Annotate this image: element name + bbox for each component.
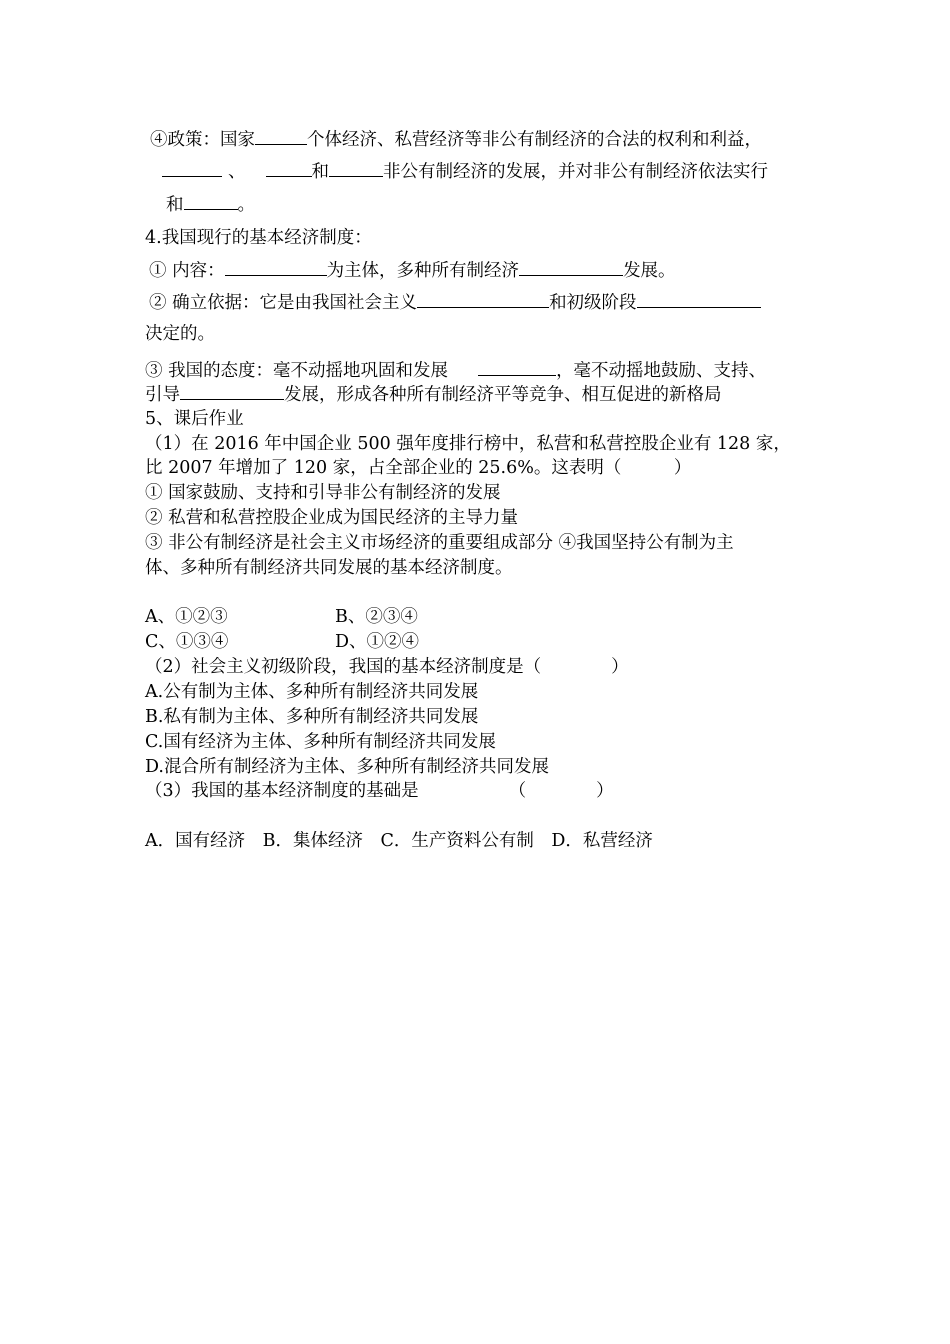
q3-answer-paren[interactable]: （ ） [508,781,614,801]
q2-option-a[interactable]: A.公有制为主体、多种所有制经济共同发展 [145,682,479,702]
q1-option-c[interactable]: C、①③④ [145,632,229,652]
policy-text: 和 [166,195,184,215]
q1-item-2: ② 私营和私营控股企业成为国民经济的主导力量 [145,508,519,528]
basis-text: ② 确立依据：它是由我国社会主义 [149,293,418,313]
answer-blank[interactable] [329,160,383,177]
answer-blank[interactable] [255,128,307,145]
q1-option-a[interactable]: A、①②③ [145,607,228,627]
answer-blank[interactable] [519,259,623,276]
policy-text: 个体经济、私营经济等非公有制经济的合法的权利和利益， [307,130,762,150]
answer-blank[interactable] [180,383,284,400]
policy-text: 非公有制经济的发展，并对非公有制经济依法实行 [383,162,768,182]
attitude-text: ③ 我国的态度：毫不动摇地巩固和发展 [145,361,449,381]
attitude-text: 引导 [145,385,180,405]
answer-blank[interactable] [184,193,238,210]
q1-item-3: ③ 非公有制经济是社会主义市场经济的重要组成部分 ④我国坚持公有制为主 [145,533,734,553]
q3-stem-line [145,780,614,802]
answer-blank[interactable] [162,160,222,177]
q4-heading: 4.我国现行的基本经济制度： [145,228,372,248]
separator: 、 [228,162,246,182]
policy-label: ④政策：国家 [150,130,255,150]
answer-blank[interactable] [637,291,761,308]
policy-line-1 [150,128,762,151]
attitude-text: ，毫不动摇地鼓励、支持、 [556,361,767,381]
q4-attitude-line-1 [145,359,766,382]
attitude-text: 发展，形成各种所有制经济平等竞争、相互促进的新格局 [284,385,722,405]
q1-stem-1: （1）在 2016 年中国企业 500 强年度排行榜中，私营和私营控股企业有 128 家， [145,434,791,454]
answer-blank[interactable] [478,359,556,376]
homework-heading: 5、课后作业 [145,409,244,429]
answer-blank[interactable] [417,291,549,308]
policy-text: 。 [237,195,255,215]
q1-item-3b: 体、多种所有制经济共同发展的基本经济制度。 [145,558,513,578]
answer-blank[interactable] [266,160,312,177]
basis-text: 和初级阶段 [549,293,637,313]
q2-option-c[interactable]: C.国有经济为主体、多种所有制经济共同发展 [145,732,496,752]
q2-option-d[interactable]: D.混合所有制经济为主体、多种所有制经济共同发展 [145,757,549,777]
policy-line-2 [162,160,768,183]
q1-stem-2: 比 2007 年增加了 120 家，占全部企业的 25.6%。这表明（ ） [145,458,692,478]
q4-basis-end: 决定的。 [145,324,215,344]
q2-stem: （2）社会主义初级阶段，我国的基本经济制度是（ ） [145,657,629,677]
q1-option-b[interactable]: B、②③④ [335,607,418,627]
content-text: 为主体，多种所有制经济 [326,261,520,281]
answer-blank[interactable] [225,259,327,276]
content-text: 发展。 [623,261,676,281]
q3-stem: （3）我国的基本经济制度的基础是 [145,781,419,801]
q4-content [149,259,676,282]
q3-options[interactable]: A．国有经济 B．集体经济 C．生产资料公有制 D．私营经济 [145,831,653,851]
policy-line-3 [166,193,255,216]
q1-option-d[interactable]: D、①②④ [335,632,420,652]
content-label: ① 内容： [149,261,225,281]
q1-item-1: ① 国家鼓励、支持和引导非公有制经济的发展 [145,483,501,503]
policy-text: 和 [311,162,329,182]
q4-attitude-line-2 [145,383,722,406]
q4-basis [149,291,761,314]
q2-option-b[interactable]: B.私有制为主体、多种所有制经济共同发展 [145,707,479,727]
